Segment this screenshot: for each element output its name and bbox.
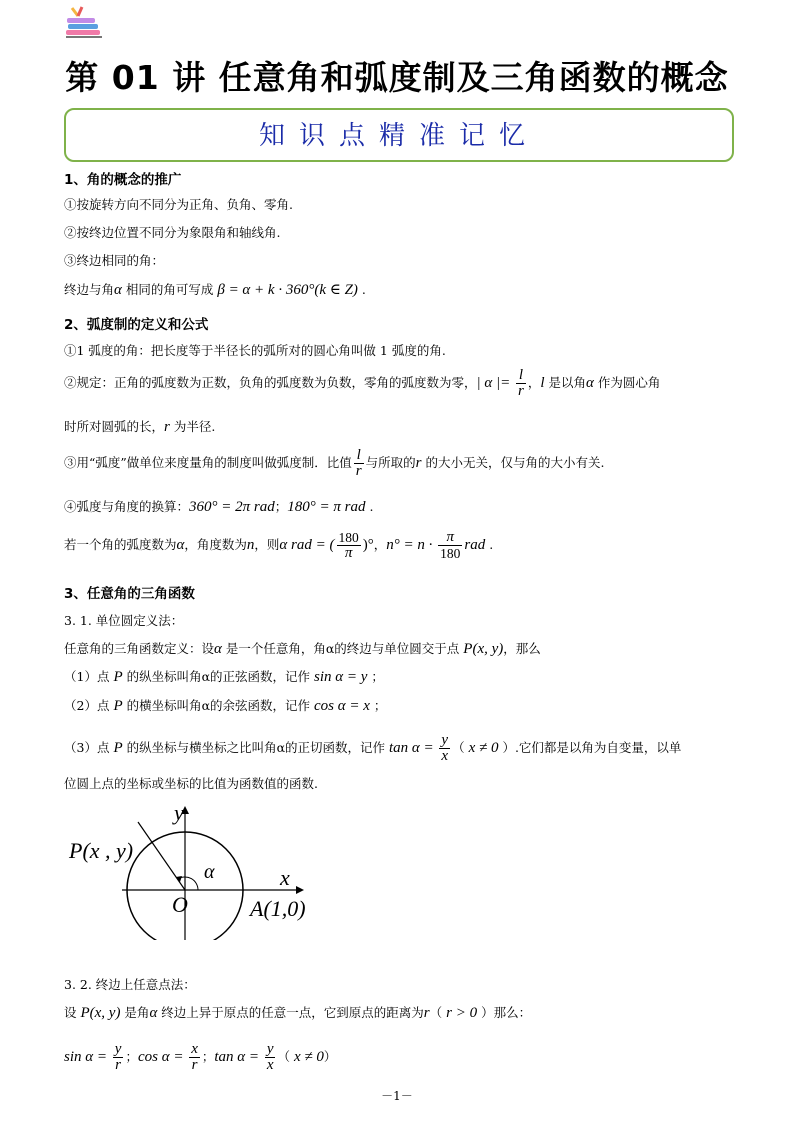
s3-sub1: 3. 1. 单位圆定义法： [64,613,184,628]
s3-line6: 设 P(x, y) 是角α 终边上异于原点的任意一点，它到原点的距离为r（ r > 0 ）那么： [64,1005,532,1021]
fraction-l-over-r: $\frac{l}{r}$ [518,367,524,399]
s2-line3: 时所对圆弧的长，r 为半径. [64,419,216,435]
fraction-180-over-pi: $\frac{180}{\pi}$ [338,530,359,561]
label-P: P(x , y) [69,838,134,863]
s3-line5: 位圆上点的坐标或坐标的比值为函数值的函数. [64,776,318,791]
label-O: O [172,892,188,917]
s3-line7: sin α = $\frac{y}{r}$ ；cos α = $\frac{x}{r}$ ；tan α = $\frac{y}{x}$ （ x ≠ 0） [64,1041,337,1073]
s2-line6: 若一个角的弧度数为α，角度数为n，则α rad = ( $\frac{180}{\pi}$ )°，n° = n · $\frac{\pi}{180}$ rad . [64,529,494,561]
heading-trig: 3、任意角的三角函数 [64,586,195,602]
x-axis-arrow-icon [296,886,304,894]
page-number: －1－ [381,1089,413,1103]
s3-sub2: 3. 2. 终边上任意点法： [64,977,196,992]
page-title: 第 01 讲 任意角和弧度制及三角函数的概念 [65,58,729,97]
fraction-y-over-r: $\frac{y}{r}$ [114,1041,122,1073]
label-x: x [280,865,290,890]
section-banner: 知识点精准记忆 [64,108,734,162]
fraction-y-over-x: $\frac{y}{x}$ [441,732,449,764]
heading-angle-concept: 1、角的概念的推广 [64,172,182,188]
s2-line1: ①1 弧度的角：把长度等于半径长的弧所对的圆心角叫做 1 弧度的角. [64,343,446,358]
fraction-x-over-r: $\frac{x}{r}$ [191,1041,198,1073]
s1-line3: ③终边相同的角： [64,253,165,268]
unit-circle-diagram [64,800,334,940]
s1-line2: ②按终边位置不同分为象限角和轴线角. [64,225,281,240]
s3-line1: 任意角的三角函数定义：设α 是一个任意角，角α的终边与单位圆交于点 P(x, y)，那么 [64,641,541,657]
s3-line3: （2）点 P 的横坐标叫角α的余弦函数，记作 cos α = x ； [64,698,387,714]
s3-line2: （1）点 P 的纵坐标叫角α的正弦函数，记作 sin α = y ； [64,669,384,685]
coterminal-formula: β = α + k · 360°(k ∈ Z) [217,282,358,298]
label-A: A(1,0) [250,896,306,921]
label-alpha: α [204,861,215,883]
fraction-pi-over-180: $\frac{\pi}{180}$ [440,529,461,561]
s3-line4: （3）点 P 的纵坐标与横坐标之比叫角α的正切函数，记作 tan α = $\frac{y}{x}$ （ x ≠ 0 ）.它们都是以角为自变量，以单 [64,732,682,764]
s2-line2: ②规定：正角的弧度数为正数，负角的弧度数为负数，零角的弧度数为零，| α |= $\frac{l}{r}$ ，l 是以角α 作为圆心角 [64,367,661,399]
s2-line4: ③用“弧度”做单位来度量角的制度叫做弧度制．比值 $\frac{l}{r}$ 与所取的r 的大小无关，仅与角的大小有关. [64,447,605,479]
s1-line4: 终边与角α 相同的角可写成 β = α + k · 360°(k ∈ Z) . [64,282,366,298]
books-logo-icon [64,6,104,40]
heading-radian: 2、弧度制的定义和公式 [64,317,209,333]
s2-line5: ④弧度与角度的换算：360° = 2π rad；180° = π rad . [64,499,374,515]
s1-line1: ①按旋转方向不同分为正角、负角、零角. [64,197,293,212]
label-y: y [174,800,184,825]
fraction-y-over-x-2: $\frac{y}{x}$ [266,1041,274,1073]
fraction-l-over-r-2: $\frac{l}{r}$ [355,447,362,479]
